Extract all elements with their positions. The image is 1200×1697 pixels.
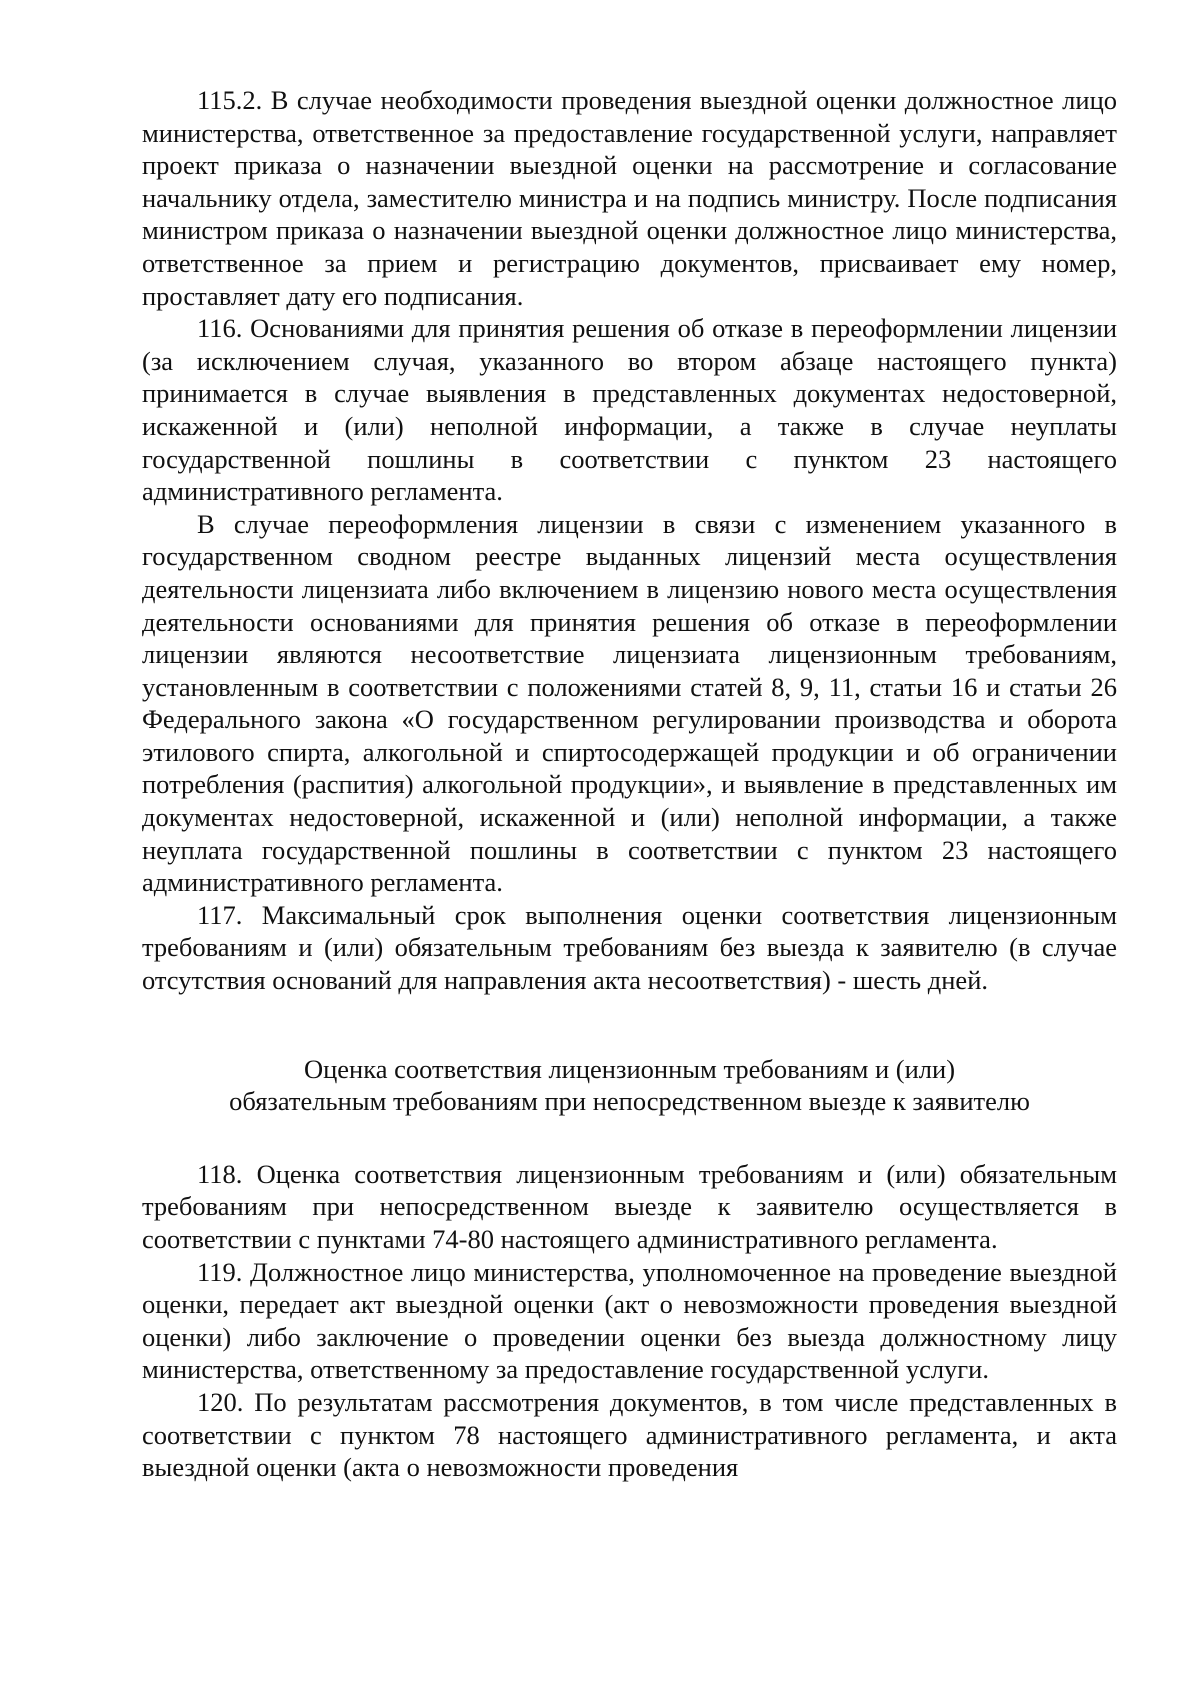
paragraph-118: 118. Оценка соответствия лицензионным требованиям и (или) обязательным требованиям при непосредственном выезде к заявителю осуществляется в соответствии с пунктами 74-80 настоящего административного регламента. bbox=[142, 1158, 1117, 1254]
paragraph-115-2: 115.2. В случае необходимости проведения выездной оценки должностное лицо министерства, ответственное за предоставление государственной услуги, направляет проект приказа о назначении выездной оценки на рассмотрение и согласование начальнику отдела, заместителю министра и на подпись министру. После подписания министром приказа о назначении выездной оценки должностное лицо министерства, ответственное за прием и регистрацию документов, присваивает ему номер, проставляет дату его подписания. bbox=[142, 85, 1117, 311]
paragraph-116-second: В случае переоформления лицензии в связи с изменением указанного в государственном сводном реестре выданных лицензий места осуществления деятельности лицензиата либо включением в лицензию нового места осуществления деятельности основаниями для принятия решения об отказе в переоформлении лицензии являются несоответствие лицензиата лицензионным требованиям, установленным в соответствии с положениями статей 8, 9, 11, статьи 16 и статьи 26 Федерального закона «О государственном регулировании производства и оборота этилового спирта, алкогольной и спиртосодержащей продукции и об ограничении потребления (распития) алкогольной продукции», и выявление в представленных им документах недостоверной, искаженной и (или) неполной информации, а также неуплата государственной пошлины в соответствии с пунктом 23 настоящего административного регламента. bbox=[142, 508, 1117, 898]
section-heading bbox=[142, 1053, 1117, 1118]
paragraph-119: 119. Должностное лицо министерства, уполномоченное на проведение выездной оценки, передает акт выездной оценки (акт о невозможности проведения выездной оценки) либо заключение о проведении оценки без выезда должностному лицу министерства, ответственному за предоставление государственной услуги. bbox=[142, 1256, 1117, 1385]
paragraph-116: 116. Основаниями для принятия решения об отказе в переоформлении лицензии (за исключением случая, указанного во втором абзаце настоящего пункта) принимается в случае выявления в представленных документах недостоверной, искаженной и (или) неполной информации, а также в случае неуплаты государственной пошлины в соответствии с пунктом 23 настоящего административного регламента. bbox=[142, 313, 1117, 507]
document-page bbox=[142, 84, 1117, 1484]
paragraph-120: 120. По результатам рассмотрения документов, в том числе представленных в соответствии с пунктом 78 настоящего административного регламента, и акта выездной оценки (акта о невозможности проведения bbox=[142, 1386, 1117, 1483]
paragraph-117: 117. Максимальный срок выполнения оценки соответствия лицензионным требованиям и (или) обязательным требованиям без выезда к заявителю (в случае отсутствия оснований для направления акта несоответствия) - шесть дней. bbox=[142, 899, 1117, 996]
section-heading-line-1: Оценка соответствия лицензионным требованиям и (или) bbox=[303, 1053, 956, 1084]
section-heading-line-2: обязательным требованиям при непосредственном выезде к заявителю bbox=[229, 1086, 1030, 1117]
